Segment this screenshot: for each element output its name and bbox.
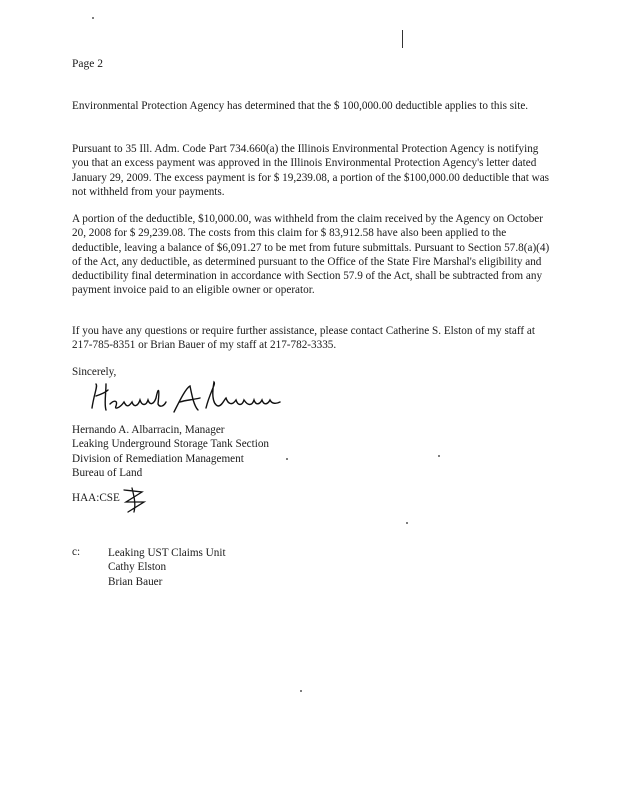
cc-recipient: Brian Bauer [108,575,163,588]
cc-recipient: Cathy Elston [108,561,167,574]
reference-initials: HAA:CSE [72,492,120,504]
signer-section: Leaking Underground Storage Tank Section [72,438,270,451]
handwritten-initials [118,484,148,514]
signature-block [72,423,269,481]
signature-image [84,378,284,420]
paragraph-excess-payment: Pursuant to 35 Ill. Adm. Code Part 734.660(a) the Illinois Environmental Protection Agency is notifying you that an excess payment was approved in the Illinois Environmental Protection Agency's letter dated January 29, 2009. The excess payment is for $ 19,239.08, a portion of the $100,000.00 deductible that was not withheld from your payments. [72,143,550,198]
cc-recipients [108,546,226,589]
paragraph-withheld: A portion of the deductible, $10,000.00, was withheld from the claim received by the Agency on October 20, 2008 for $ 29,239.08. The costs from this claim for $ 83,912.58 have also been applied to the deductible, leaving a balance of $6,091.27 to be met from future submittals. Pursuant to Section 57.8(a)(4) of the Act, any deductible, as determined pursuant to the Office of the State Fire Marshal's eligibility and deductibility final determination in accordance with Section 57.9 of the Act, shall be subtracted from any payment invoice paid to an eligible owner or operator. [72,213,550,297]
scan-speck [406,522,408,524]
cc-label: c: [72,546,81,558]
paragraph-contact: If you have any questions or require further assistance, please contact Catherine S. Elston of my staff at 217-785-8351 or Brian Bauer of my staff at 217-782-3335. [72,325,535,352]
signer-division: Division of Remediation Management [72,452,244,465]
signer-name-title: Hernando A. Albarracin, Manager [72,424,225,436]
scan-speck [438,455,440,457]
page-number: Page 2 [72,58,103,70]
scan-mark [402,30,403,48]
cc-recipient: Leaking UST Claims Unit [108,547,226,559]
paragraph-deductible: Environmental Protection Agency has determined that the $ 100,000.00 deductible applies to this site. [72,100,529,112]
scan-speck [92,17,94,19]
closing: Sincerely, [72,366,117,378]
scan-speck [286,458,288,460]
scan-speck [300,690,302,692]
signer-bureau: Bureau of Land [72,467,143,480]
